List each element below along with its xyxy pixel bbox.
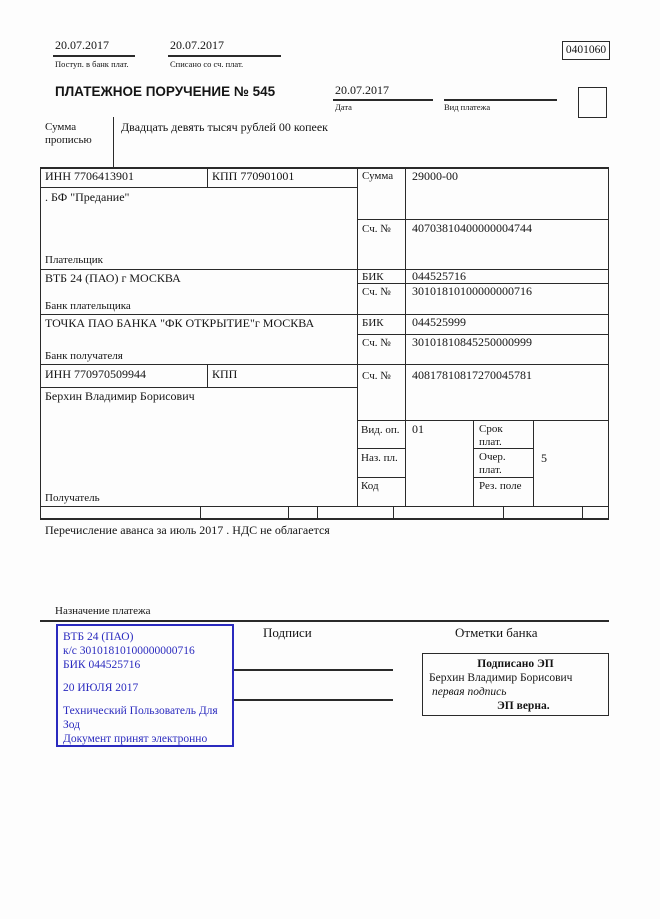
payer-bank-label: Банк плательщика <box>45 300 131 312</box>
signature-line <box>233 669 393 671</box>
received-in-bank-date: 20.07.2017 <box>55 38 109 52</box>
payer-bank-bik-label: БИК <box>362 271 384 283</box>
payee-bank-label: Банк получателя <box>45 350 123 362</box>
payee-account-label: Сч. № <box>362 370 391 382</box>
underline <box>444 99 557 101</box>
table-border <box>113 117 114 167</box>
underline <box>53 55 135 57</box>
payee-bank-name: ТОЧКА ПАО БАНКА "ФК ОТКРЫТИЕ"г МОСКВА <box>45 316 315 330</box>
stamp-note: Документ принят электронно <box>63 733 208 745</box>
table-border <box>473 477 533 478</box>
table-border <box>405 167 406 507</box>
amount-label: Сумма <box>362 170 394 182</box>
stamp-user: Технический Пользователь Для Зод <box>63 705 218 731</box>
esign-title: Подписано ЭП <box>477 658 554 670</box>
payee-kpp-label: КПП <box>212 367 238 381</box>
payer-bank-account-label: Сч. № <box>362 286 391 298</box>
table-border <box>288 506 289 519</box>
table-border <box>40 269 609 270</box>
signature-line <box>233 699 393 701</box>
date-label: Дата <box>335 102 352 112</box>
table-border <box>582 506 583 519</box>
esignature-box <box>422 653 609 716</box>
table-border <box>40 387 357 388</box>
amount-value: 29000-00 <box>412 169 458 183</box>
esign-valid-note: ЭП верна. <box>497 700 550 712</box>
payment-purpose-label: Назначение платежа <box>55 605 151 617</box>
table-border <box>40 364 609 365</box>
table-border <box>40 314 609 315</box>
payment-purpose-text: Перечисление аванса за июль 2017 . НДС не облагается <box>45 523 330 537</box>
received-in-bank-label: Поступ. в банк плат. <box>55 59 129 69</box>
table-border <box>473 420 474 507</box>
table-border <box>357 420 609 421</box>
table-border <box>608 167 609 520</box>
table-border <box>357 448 405 449</box>
table-border <box>40 518 609 520</box>
table-border <box>357 219 609 220</box>
bank-marks-header: Отметки банка <box>455 625 538 640</box>
payer-label: Плательщик <box>45 254 103 266</box>
table-border <box>40 506 609 507</box>
payer-account-label: Сч. № <box>362 223 391 235</box>
underline <box>168 55 281 57</box>
table-border <box>393 506 394 519</box>
table-border <box>40 187 357 188</box>
bank-stamp <box>56 624 234 747</box>
payee-bank-bik-label: БИК <box>362 317 384 329</box>
operation-type-label: Вид. оп. <box>361 424 400 436</box>
table-border <box>357 167 358 507</box>
payee-label: Получатель <box>45 492 100 504</box>
payer-bank-name: ВТБ 24 (ПАО) г МОСКВА <box>45 271 181 285</box>
document-date: 20.07.2017 <box>335 83 389 97</box>
payer-bank-account: 30101810100000000716 <box>412 284 532 298</box>
table-border <box>503 506 504 519</box>
table-border <box>40 167 41 520</box>
payment-term-label: Срок плат. <box>479 423 503 448</box>
table-border <box>533 420 534 507</box>
payer-name: . БФ "Предание" <box>45 190 130 204</box>
debited-date: 20.07.2017 <box>170 38 224 52</box>
esign-signer: Берхин Владимир Борисович <box>429 672 573 684</box>
reserve-field-label: Рез. поле <box>479 480 522 492</box>
table-border <box>357 477 405 478</box>
payee-account: 40817810817270045781 <box>412 368 532 382</box>
payee-name: Берхин Владимир Борисович <box>45 389 195 403</box>
table-border <box>207 167 208 188</box>
payment-order-label: Очер. плат. <box>479 451 506 476</box>
payer-account: 40703810400000004744 <box>412 221 532 235</box>
table-border <box>40 620 609 622</box>
payer-kpp: КПП 770901001 <box>212 169 295 183</box>
stamp-spacer <box>63 672 227 681</box>
esign-kind: первая подпись <box>432 686 507 698</box>
underline <box>333 99 433 101</box>
stamp-date: 20 ИЮЛЯ 2017 <box>63 682 139 694</box>
amount-words-label: Сумма прописью <box>45 121 92 146</box>
table-border <box>200 506 201 519</box>
amount-words: Двадцать девять тысяч рублей 00 копеек <box>121 120 328 134</box>
payer-bank-bik: 044525716 <box>412 269 466 283</box>
stamp-bik: БИК 044525716 <box>63 659 141 671</box>
stamp-spacer <box>63 695 227 704</box>
payment-status-box <box>578 87 607 118</box>
payee-bank-account-label: Сч. № <box>362 337 391 349</box>
payment-purpose-code-label: Наз. пл. <box>361 452 398 464</box>
payee-inn: ИНН 770970509944 <box>45 367 146 381</box>
payee-bank-account: 30101810845250000999 <box>412 335 532 349</box>
payee-bank-bik: 044525999 <box>412 315 466 329</box>
payment-order-value: 5 <box>541 451 547 465</box>
signatures-header: Подписи <box>263 625 312 640</box>
form-code-box: 0401060 <box>562 41 610 60</box>
table-border <box>207 364 208 388</box>
stamp-bank-name: ВТБ 24 (ПАО) <box>63 631 134 643</box>
stamp-corr-account: к/с 30101810100000000716 <box>63 645 195 657</box>
code-label: Код <box>361 480 379 492</box>
operation-type-value: 01 <box>412 422 424 436</box>
debited-label: Списано со сч. плат. <box>170 59 244 69</box>
payment-type-label: Вид платежа <box>444 102 491 112</box>
document-title: ПЛАТЕЖНОЕ ПОРУЧЕНИЕ № 545 <box>55 84 276 99</box>
payer-inn: ИНН 7706413901 <box>45 169 134 183</box>
table-border <box>317 506 318 519</box>
